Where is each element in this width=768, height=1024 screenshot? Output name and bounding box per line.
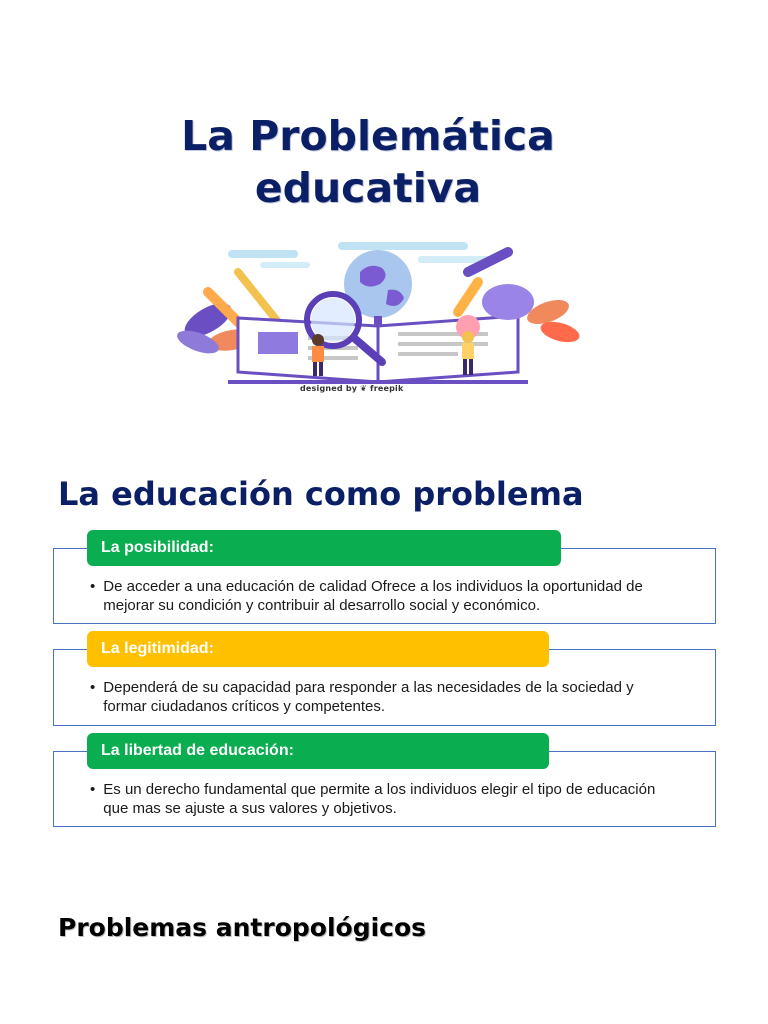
card-legitimidad <box>53 640 716 726</box>
bullet-dot: • <box>90 679 96 696</box>
card-label: La libertad de educación: <box>87 733 549 769</box>
image-credit: designed by ❦ freepik <box>300 384 404 393</box>
card-bullet <box>90 678 675 716</box>
bullet-dot: • <box>90 578 96 595</box>
education-illustration <box>168 232 590 400</box>
document-title <box>0 110 736 214</box>
bullet-text: De acceder a una educación de calidad Ofrece a los individuos la oportunidad de mejorar su condición y contribuir al desarrollo social y económico. <box>103 578 643 614</box>
bullet-dot: • <box>90 781 96 798</box>
card-libertad <box>53 742 716 827</box>
title-line-2: educativa <box>254 164 482 212</box>
card-bullet <box>90 577 675 615</box>
card-bullet <box>90 780 675 818</box>
card-posibilidad <box>53 539 716 624</box>
title-line-1: La Problemática <box>181 112 555 160</box>
bottom-heading: Problemas antropológicos <box>58 913 427 942</box>
card-label: La posibilidad: <box>87 530 561 566</box>
section-heading: La educación como problema <box>58 475 584 513</box>
card-label: La legitimidad: <box>87 631 549 667</box>
bullet-text: Dependerá de su capacidad para responder a las necesidades de la sociedad y formar ciudadanos críticos y competentes. <box>103 679 634 715</box>
bullet-text: Es un derecho fundamental que permite a los individuos elegir el tipo de educación que mas se ajuste a sus valores y objetivos. <box>103 781 656 817</box>
